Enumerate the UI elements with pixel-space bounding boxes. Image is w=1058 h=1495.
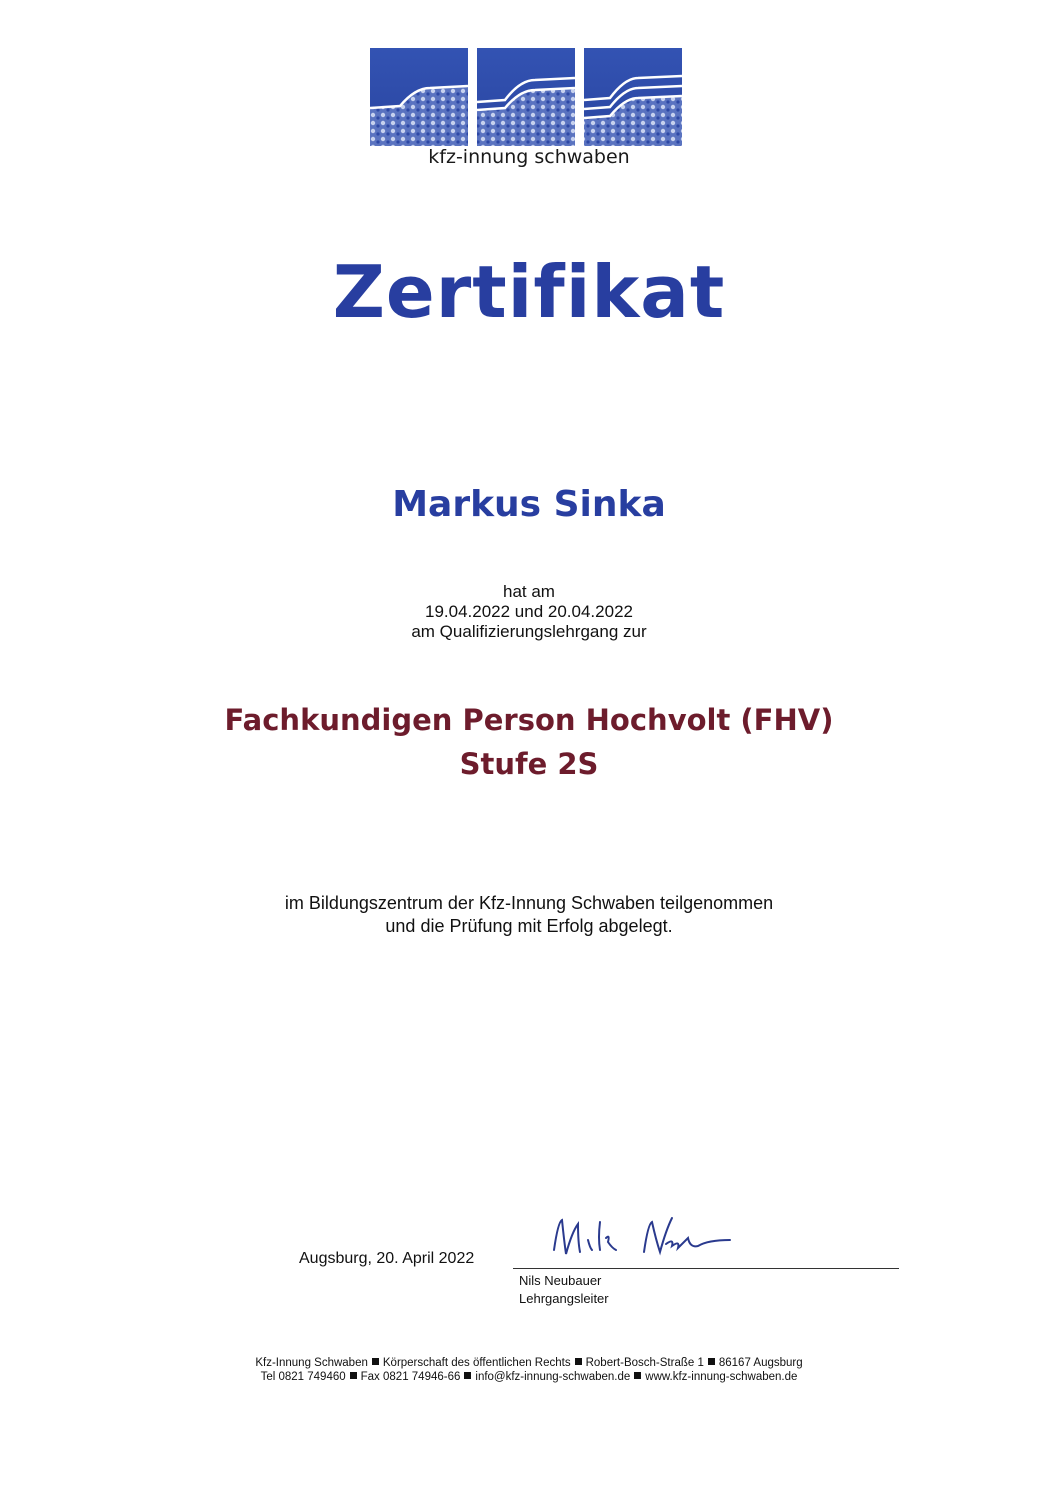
footer-legal: Körperschaft des öffentlichen Rechts	[382, 1357, 571, 1369]
recipient-name: Markus Sinka	[392, 484, 666, 525]
square-separator-icon	[634, 1372, 641, 1379]
square-separator-icon	[464, 1372, 471, 1379]
intro-line: hat am	[503, 582, 555, 601]
square-separator-icon	[575, 1358, 582, 1365]
footer-city: 86167 Augsburg	[718, 1357, 803, 1369]
signer-role: Lehrgangsleiter	[519, 1291, 609, 1306]
course-title: Fachkundigen Person Hochvolt (FHV)	[224, 703, 834, 737]
outro-line: und die Prüfung mit Erfolg abgelegt.	[385, 916, 673, 936]
signature-line	[513, 1268, 899, 1269]
footer-website: www.kfz-innung-schwaben.de	[645, 1371, 798, 1383]
footer-street: Robert-Bosch-Straße 1	[585, 1357, 704, 1369]
square-separator-icon	[708, 1358, 715, 1365]
outro-line: im Bildungszentrum der Kfz-Innung Schwaben teilgenommen	[284, 893, 774, 913]
footer-fax: Fax 0821 74946-66	[360, 1371, 461, 1383]
intro-dates: 19.04.2022 und 20.04.2022	[425, 602, 633, 621]
certificate-title: Zertifikat	[332, 250, 726, 334]
square-separator-icon	[350, 1372, 357, 1379]
square-separator-icon	[372, 1358, 379, 1365]
intro-line: am Qualifizierungslehrgang zur	[411, 622, 647, 641]
course-level: Stufe 2S	[459, 747, 599, 781]
signer-name: Nils Neubauer	[519, 1273, 602, 1288]
place-date: Augsburg, 20. April 2022	[299, 1250, 475, 1267]
footer-line-2	[0, 1371, 1058, 1383]
footer-line-1	[0, 1357, 1058, 1369]
footer-email: info@kfz-innung-schwaben.de	[475, 1371, 631, 1383]
kfz-innung-logo	[370, 48, 684, 152]
handwritten-signature	[548, 1210, 738, 1268]
footer-org: Kfz-Innung Schwaben	[255, 1357, 368, 1369]
logo-text: kfz-innung schwaben	[428, 146, 630, 168]
footer-phone: Tel 0821 749460	[260, 1371, 346, 1383]
